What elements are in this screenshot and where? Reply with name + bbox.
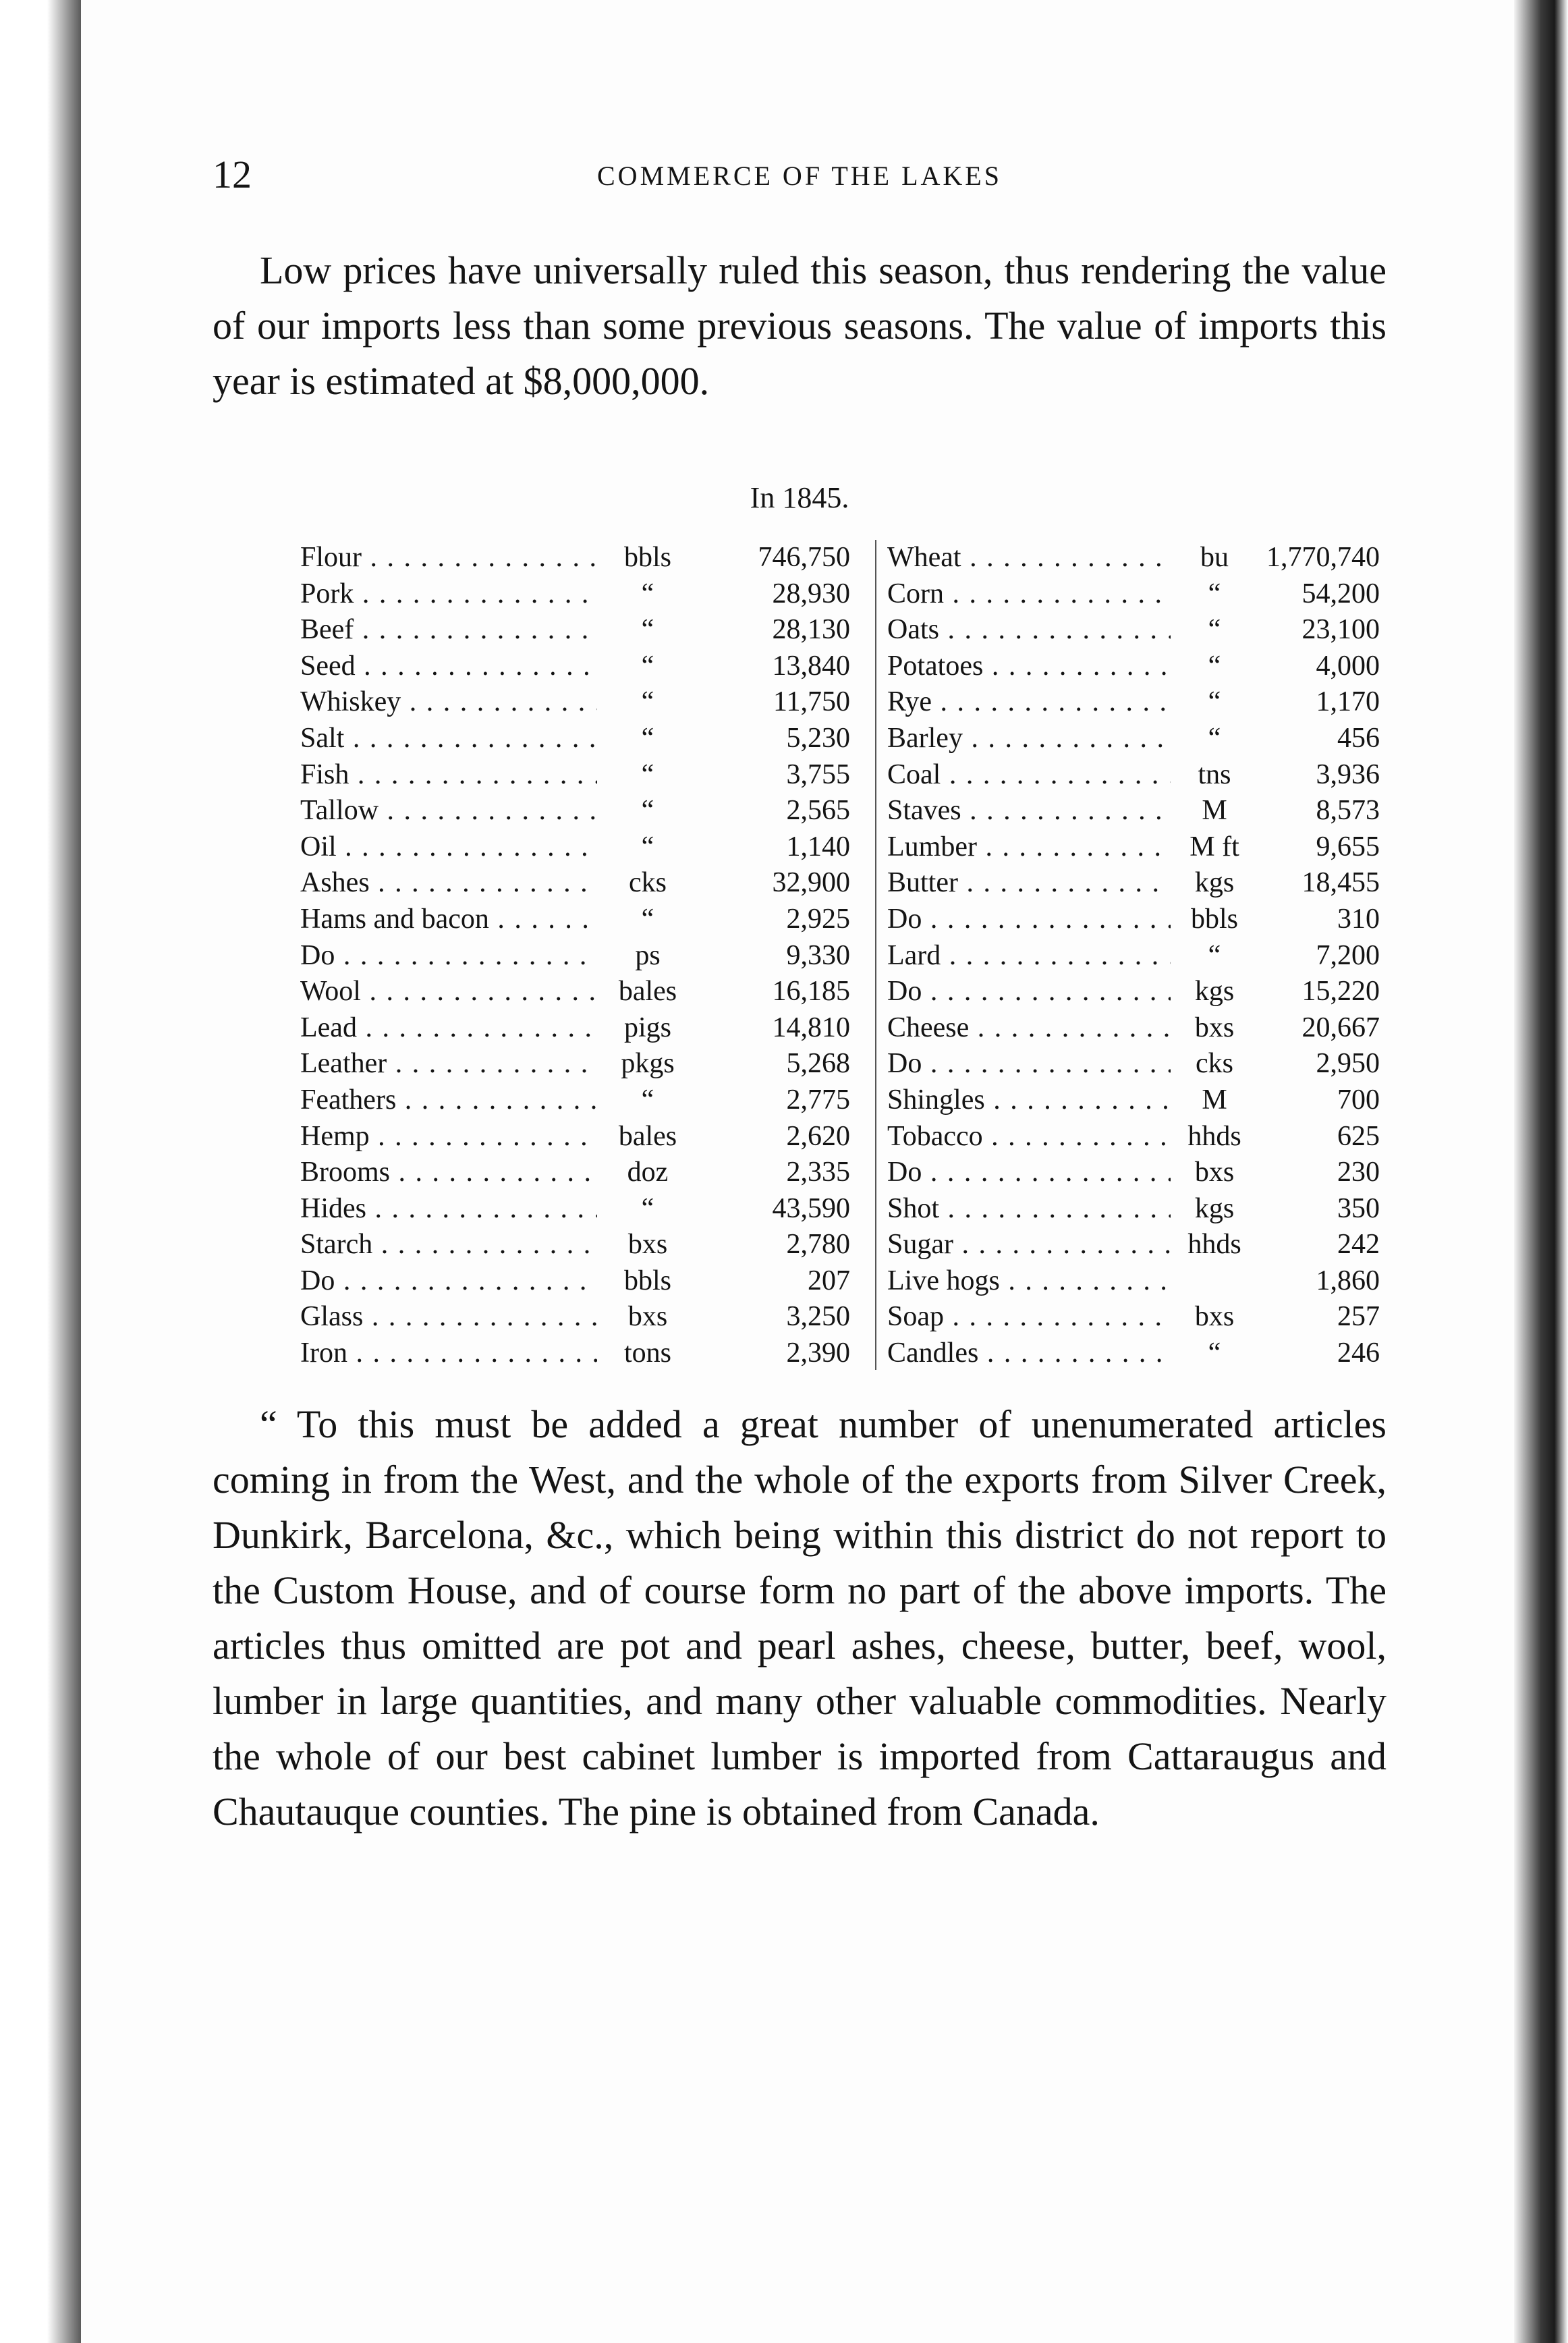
commodity-unit: tons [623, 1338, 671, 1369]
commodity-name: Cheese . . . [887, 1010, 1171, 1047]
commodity-unit: bxs [1194, 1301, 1235, 1333]
page-header [213, 152, 1387, 213]
commodity-quantity: 13,840 [772, 650, 850, 682]
commodity-unit: “ [641, 722, 654, 754]
table-row [887, 1155, 1387, 1191]
table-row [887, 1046, 1387, 1082]
commodity-unit: “ [641, 578, 654, 609]
commodity-name: Potatoes . . . [887, 649, 1171, 685]
commodity-unit: “ [641, 686, 654, 718]
commodity-unit: cks [1196, 1048, 1233, 1080]
commodity-quantity: 16,185 [772, 976, 850, 1008]
commodity-name: Ashes . . . [300, 865, 597, 902]
commodity-name: Do . . . [887, 974, 1171, 1010]
commodity-quantity: 310 [1337, 903, 1380, 935]
table-row [887, 793, 1387, 829]
commodity-name: Iron . . . [300, 1335, 597, 1372]
commodity-name: Hemp . . . [300, 1119, 597, 1155]
commodity-name: Wheat . . . [887, 540, 1171, 576]
commodity-quantity: 700 [1337, 1084, 1380, 1115]
book-page [81, 0, 1514, 2343]
table-row [300, 865, 880, 902]
commodity-unit: “ [1208, 1338, 1221, 1369]
table-row [300, 1155, 880, 1191]
commodity-unit: doz [627, 1157, 669, 1188]
table-row [300, 1227, 880, 1263]
commodity-name: Do . . . [887, 902, 1171, 938]
table-row [300, 793, 880, 829]
commodity-quantity: 2,335 [786, 1157, 850, 1188]
commodity-name: Candles . . . [887, 1335, 1171, 1372]
commodity-unit: bu [1200, 542, 1229, 573]
commodity-unit: hhds [1187, 1120, 1241, 1152]
commodity-name: Shingles . . . [887, 1082, 1171, 1119]
commodity-name: Barley . . . [887, 721, 1171, 757]
table-row [300, 612, 880, 649]
commodity-unit: “ [1208, 614, 1221, 646]
commodity-unit: pkgs [621, 1048, 675, 1080]
commodity-quantity: 8,573 [1316, 795, 1380, 827]
commodity-name: Lumber . . . [887, 829, 1171, 866]
commodity-name: Beef . . . [300, 612, 597, 649]
commodity-quantity: 32,900 [772, 867, 850, 899]
commodity-unit: ps [635, 939, 661, 971]
commodity-name: Tobacco . . . [887, 1119, 1171, 1155]
commodity-unit: “ [1208, 939, 1221, 971]
commodity-name: Glass . . . [300, 1299, 597, 1335]
table-row [887, 1119, 1387, 1155]
commodity-unit: tns [1198, 759, 1231, 790]
commodity-quantity: 3,755 [786, 759, 850, 790]
intro-paragraph: Low prices have universally ruled this season, thus rendering the value of our imports less than some previous seasons. The value of imports this year is estimated at $8,000,000. [213, 248, 1387, 403]
commodity-quantity: 207 [808, 1265, 850, 1296]
commodity-quantity: 11,750 [773, 686, 850, 718]
commodity-unit: “ [641, 759, 654, 790]
table-row [887, 1010, 1387, 1047]
commodity-quantity: 7,200 [1316, 939, 1380, 971]
table-row [887, 1299, 1387, 1335]
commodity-quantity: 1,140 [786, 831, 850, 862]
table-row [300, 1119, 880, 1155]
table-row [887, 938, 1387, 974]
commodity-name: Lard . . . [887, 938, 1171, 974]
running-title: COMMERCE OF THE LAKES [597, 161, 1002, 191]
commodity-unit: “ [641, 614, 654, 646]
table-row [300, 1299, 880, 1335]
commodity-unit: M [1202, 795, 1227, 827]
commodity-unit: bxs [627, 1229, 668, 1261]
closing-paragraph: “ To this must be added a great number of unenumerated articles coming in from the West, and the whole of the exports from Silver Creek, Dunkirk, Barcelona, &c., which being within this district do not report to the Custom House, and of course form no part of the above imports. The articles thus omitted are pot and pearl ashes, cheese, butter, beef, wool, lumber in large quantities, and many other valuable commodities. Nearly the whole of our best cabinet lumber is imported from Cattaraugus and Chautauque counties. The pine is obtained from Canada. [213, 1402, 1387, 1834]
table-row [887, 1191, 1387, 1228]
commodity-quantity: 2,780 [786, 1229, 850, 1261]
commodity-name: Soap . . . [887, 1299, 1171, 1335]
table-row [300, 1335, 880, 1372]
commodity-name: Hides . . . [300, 1191, 597, 1228]
commodity-unit: bbls [623, 542, 671, 573]
commodity-unit: bales [618, 1120, 677, 1152]
commodity-quantity: 18,455 [1301, 867, 1380, 899]
commodity-unit: “ [641, 1192, 654, 1224]
commodity-quantity: 2,390 [786, 1338, 850, 1369]
table-row [300, 902, 880, 938]
commodity-unit: M [1202, 1084, 1227, 1115]
commodity-unit: kgs [1194, 1192, 1235, 1224]
commodity-quantity: 5,268 [786, 1048, 850, 1080]
commodity-name: Corn . . . [887, 576, 1171, 613]
table-row [300, 1046, 880, 1082]
page-number: 12 [213, 153, 252, 196]
commodity-unit: bales [618, 976, 677, 1008]
table-row [887, 902, 1387, 938]
commodity-quantity: 4,000 [1316, 650, 1380, 682]
commodity-unit: “ [641, 903, 654, 935]
commodity-unit: “ [1208, 686, 1221, 718]
table-left-column [300, 540, 880, 1372]
table-right-column [887, 540, 1387, 1372]
commodity-unit: “ [1208, 578, 1221, 609]
commodity-name: Whiskey . . . [300, 684, 597, 721]
commodity-unit: bxs [627, 1301, 668, 1333]
table-row [887, 1227, 1387, 1263]
table-row [300, 1082, 880, 1119]
commodity-quantity: 28,930 [772, 578, 850, 609]
commodity-quantity: 20,667 [1301, 1012, 1380, 1043]
table-title: In 1845. [750, 481, 849, 514]
table-row [300, 974, 880, 1010]
table-row [887, 829, 1387, 866]
commodity-name: Seed . . . [300, 649, 597, 685]
commodity-quantity: 54,200 [1301, 578, 1380, 609]
commodity-unit: bxs [1194, 1012, 1235, 1043]
table-row [300, 1010, 880, 1047]
commodity-name: Live hogs . . . [887, 1263, 1171, 1300]
commodity-quantity: 28,130 [772, 614, 850, 646]
commodity-quantity: 2,620 [786, 1120, 850, 1152]
commodity-name: Do . . . [887, 1155, 1171, 1191]
table-row [887, 649, 1387, 685]
commodity-quantity: 3,250 [786, 1301, 850, 1333]
commodity-name: Butter . . . [887, 865, 1171, 902]
table-row [300, 1263, 880, 1300]
commodity-quantity: 9,330 [786, 939, 850, 971]
commodity-unit: bbls [623, 1265, 671, 1296]
commodity-quantity: 2,925 [786, 903, 850, 935]
commodity-name: Oil . . . [300, 829, 597, 866]
commodity-name: Hams and bacon . . . [300, 902, 597, 938]
commodity-unit: “ [641, 831, 654, 862]
commodity-quantity: 456 [1337, 722, 1380, 754]
commodity-name: Sugar . . . [887, 1227, 1171, 1263]
commodity-name: Oats . . . [887, 612, 1171, 649]
commodity-name: Shot . . . [887, 1191, 1171, 1228]
commodity-unit: hhds [1187, 1229, 1241, 1261]
commodity-unit: “ [641, 795, 654, 827]
commodity-unit: “ [641, 1084, 654, 1115]
table-row [300, 721, 880, 757]
commodity-name: Rye . . . [887, 684, 1171, 721]
commodity-quantity: 1,860 [1316, 1265, 1380, 1296]
scan-binding-shadow [0, 0, 81, 2343]
imports-table [213, 540, 1387, 1377]
commodity-quantity: 15,220 [1301, 976, 1380, 1008]
table-row [887, 757, 1387, 794]
commodity-name: Do . . . [887, 1046, 1171, 1082]
table-row [887, 684, 1387, 721]
commodity-name: Leather . . . [300, 1046, 597, 1082]
commodity-quantity: 43,590 [772, 1192, 850, 1224]
commodity-unit: “ [1208, 650, 1221, 682]
commodity-quantity: 14,810 [772, 1012, 850, 1043]
commodity-name: Starch . . . [300, 1227, 597, 1263]
commodity-unit: cks [629, 867, 667, 899]
commodity-unit: “ [641, 650, 654, 682]
table-row [887, 1263, 1387, 1300]
commodity-unit: “ [1208, 722, 1221, 754]
commodity-quantity: 3,936 [1316, 759, 1380, 790]
table-row [887, 1082, 1387, 1119]
commodity-name: Feathers . . . [300, 1082, 597, 1119]
commodity-name: Brooms . . . [300, 1155, 597, 1191]
commodity-quantity: 257 [1337, 1301, 1380, 1333]
commodity-name: Salt . . . [300, 721, 597, 757]
commodity-quantity: 246 [1337, 1338, 1380, 1369]
commodity-unit: kgs [1194, 867, 1235, 899]
table-row [300, 540, 880, 576]
table-row [300, 684, 880, 721]
commodity-quantity: 746,750 [758, 542, 850, 573]
commodity-name: Staves . . . [887, 793, 1171, 829]
table-row [887, 540, 1387, 576]
scan-page-edge [1514, 0, 1568, 2343]
table-row [887, 612, 1387, 649]
commodity-quantity: 242 [1337, 1229, 1380, 1261]
commodity-name: Tallow . . . [300, 793, 597, 829]
commodity-quantity: 23,100 [1301, 614, 1380, 646]
table-row [887, 865, 1387, 902]
table-row [300, 576, 880, 613]
commodity-quantity: 625 [1337, 1120, 1380, 1152]
commodity-name: Wool . . . [300, 974, 597, 1010]
table-row [300, 1191, 880, 1228]
commodity-unit: M ft [1189, 831, 1239, 862]
column-divider [875, 540, 876, 1370]
commodity-name: Lead . . . [300, 1010, 597, 1047]
commodity-quantity: 1,170 [1316, 686, 1380, 718]
table-row [300, 938, 880, 974]
commodity-quantity: 2,775 [786, 1084, 850, 1115]
commodity-quantity: 5,230 [786, 722, 850, 754]
commodity-quantity: 2,950 [1316, 1048, 1380, 1080]
commodity-quantity: 9,655 [1316, 831, 1380, 862]
commodity-name: Do . . . [300, 1263, 597, 1300]
table-row [300, 649, 880, 685]
table-row [300, 757, 880, 794]
table-row [887, 1335, 1387, 1372]
commodity-quantity: 2,565 [786, 795, 850, 827]
commodity-quantity: 350 [1337, 1192, 1380, 1224]
commodity-unit: kgs [1194, 976, 1235, 1008]
commodity-quantity: 1,770,740 [1266, 542, 1380, 573]
commodity-name: Fish . . . [300, 757, 597, 794]
commodity-unit: bxs [1194, 1157, 1235, 1188]
commodity-name: Flour . . . [300, 540, 597, 576]
commodity-name: Coal . . . [887, 757, 1171, 794]
commodity-unit: pigs [623, 1012, 671, 1043]
commodity-name: Do . . . [300, 938, 597, 974]
commodity-name: Pork . . . [300, 576, 597, 613]
commodity-quantity: 230 [1337, 1157, 1380, 1188]
table-row [887, 721, 1387, 757]
commodity-unit: bbls [1190, 903, 1238, 935]
table-row [300, 829, 880, 866]
table-row [887, 974, 1387, 1010]
table-row [887, 576, 1387, 613]
